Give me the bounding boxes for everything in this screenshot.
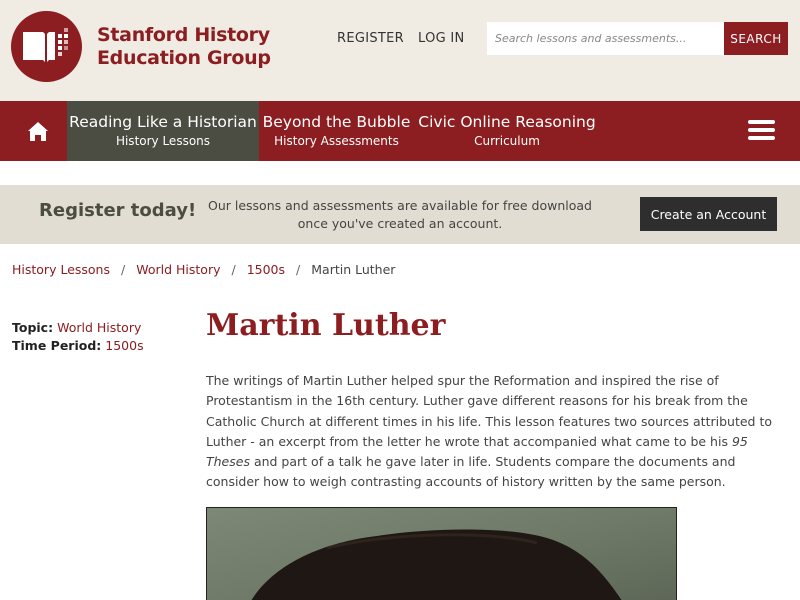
search-button[interactable]: SEARCH [724,22,788,55]
banner-text-line1: Our lessons and assessments are available for free download [208,198,592,213]
hamburger-menu-icon[interactable] [748,120,775,140]
create-account-button[interactable]: Create an Account [640,197,777,231]
banner-text [200,197,600,233]
site-header [0,0,800,101]
breadcrumb-separator: / [231,262,236,277]
nav-item-subtitle: History Assessments [274,134,399,148]
nav-item-title: Reading Like a Historian [69,113,257,131]
register-link[interactable]: REGISTER [337,31,404,46]
lesson-meta [12,319,144,355]
nav-civic-online-reasoning[interactable] [414,101,600,161]
login-link[interactable]: LOG IN [418,31,465,46]
topic-label: Topic: [12,320,54,335]
home-icon[interactable] [18,120,58,144]
description-text: The writings of Martin Luther helped spur the Reformation and inspired the rise of Protestantism in the 16th century. Luther gave different reasons for his break from the Catholic Church at different times in his life. This lesson features two sources attributed to Luther - an excerpt from the letter he wrote that accompanied what came to be his [206,373,772,449]
breadcrumb-separator: / [121,262,126,277]
breadcrumb [12,262,395,277]
time-period-link[interactable]: 1500s [105,338,144,353]
breadcrumb-world-history[interactable]: World History [136,262,221,277]
time-period-label: Time Period: [12,338,102,353]
nav-beyond-the-bubble[interactable] [259,101,414,161]
banner-text-line2: once you've created an account. [297,216,503,231]
description-italic: 95 Theses [206,433,748,470]
org-name-line1: Stanford History [97,24,270,46]
org-name[interactable] [97,24,271,70]
topic-link[interactable]: World History [57,320,142,335]
breadcrumb-1500s[interactable]: 1500s [246,262,286,277]
nav-item-subtitle: Curriculum [474,134,540,148]
nav-item-title: Civic Online Reasoning [418,113,596,131]
breadcrumb-separator: / [296,262,301,277]
book-logo-icon[interactable] [11,11,82,82]
lesson-description [206,371,786,493]
banner-title: Register today! [39,200,197,221]
nav-item-title: Beyond the Bubble [262,113,411,131]
page-title: Martin Luther [206,308,446,343]
search-input[interactable] [487,22,724,55]
luther-portrait-image [206,507,677,600]
main-nav [0,101,800,161]
description-text-end: and part of a talk he gave later in life. Students compare the documents and consider how to weigh contrasting accounts of history written by the same person. [206,454,736,490]
nav-reading-like-a-historian[interactable] [67,101,259,161]
breadcrumb-current: Martin Luther [311,262,396,277]
org-name-line2: Education Group [97,47,271,69]
nav-item-subtitle: History Lessons [115,134,211,148]
breadcrumb-history-lessons[interactable]: History Lessons [12,262,110,277]
